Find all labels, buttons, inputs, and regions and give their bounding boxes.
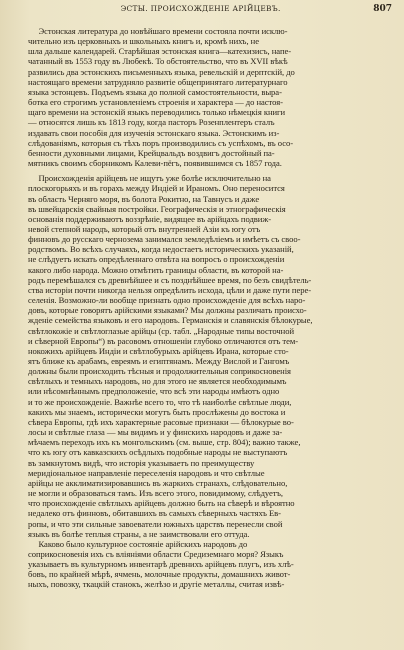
paragraph-estonian-literature: Эстонская литература до новѣйшаго времени состояла почти исклю- чительно изъ церковныхъ и школьныхъ книгъ и, кромѣ нихъ, не шла дальше календарей. Старѣйшая эстонская книга—катехизисъ, напе- чатанный въ 1553 году въ Любекѣ. То обстоятельство, что въ XVII вѣкѣ развились два эстонскихъ письменныхъ языка, ревельскій и дерптскій, до настоящаго времени затрудняло развитіе общепринятаго литературнаго языка эстонцевъ. Подъемъ языка до полной самостоятельности, выра- ботка его строгимъ установленіемъ строенія и характера — до настоя- щаго времени на эстонскій языкъ переводились только нѣмецкія книги — относятся лишь къ 1813 году, когда пасторъ Розенплентеръ сталъ издавать свои пособія для изученія эстонскаго языка. Эстонскимъ из- слѣдованіямъ, которыя съ тѣхъ поръ производились съ успѣхомъ, въ осо- бенности духовными лицами, Крейцвальдъ воздвигъ достойный па- мятникъ своимъ сборникомъ Калеви-пёгъ, появившимся съ 1857 года. [28, 26, 295, 169]
running-title: ЭСТЫ. ПРОИСХОЖДЕНІЕ АРІЙЦЕВЪ. [120, 4, 281, 13]
paragraph-origin-of-aryans: Происхожденія арійцевъ не ищутъ уже болѣе исключительно на плоскогорьяхъ и въ горахъ между Индіей и Ираномъ. Оно переносится въ область Черняго моря, въ болота Рокитно, на Тавнусъ и даже въ швейцарскія свайныя постройки. Географическія и этнографическія основанія поддерживаютъ воззрѣніе, видящее въ арійцахъ подвиж- невой степной народъ, который отъ внутренней Азіи къ югу отъ финновъ до русскаго чернозема занимался земледѣліемъ и имѣетъ съ своо- родствомъ. Во всѣхъ случаяхъ, когда недостаетъ историческихъ указаній, не слѣдуетъ искать опредѣленнаго отвѣта на вопросъ о происхожденіи какого либо народа. Можно отмѣтить границы области, въ которой на- родъ перемѣшался съ древнѣйшее и съ позднѣйшее время, по безъ свидѣтель- ства исторіи почти никогда нельзя опредѣлить исхода, цѣли и даже пути пере- селенія. Возможно-ли вообще признать одно происхожденіе для всѣхъ наро- довъ, которые говорятъ арійскими языками? Мы должны различать происхо- жденіе семейства языковъ и его народовъ. Германскія и славянскія бѣлокурые, свѣтлокожіе и свѣтлоглазые арійцы (ср. табл. „Народные типы восточной и сѣверной Европы“) въ расовомъ отношеніи глубоко отличаются отъ тем- нокожихъ арійцевъ Индіи и свѣтлобурыхъ арійцевъ Ирана, которые сто- ятъ ближе къ арабамъ, евреямъ и египтянамъ. Между Вислой и Гангомъ должны были происходить тѣсныя и продолжительныя соприкосновенія свѣтлыхъ и темныхъ народовъ, но для этого не является необходимымъ или нѣсомнѣннымъ предположеніе, что всѣ эти народы имѣютъ одно и то же происхожденіе. Важнѣе всего то, что тѣ наиболѣе свѣтлые люди, какихъ мы знаемъ, исторически могутъ быть прослѣжены до востока и сѣвера Европы, гдѣ ихъ характерные расовые признаки — бѣлокурые во- лосы и свѣтлые глаза — мы видимъ и у финскихъ народовъ и даже за- мѣчаемъ переходъ ихъ къ монгольскимъ (см. выше, стр. 804); важно также, что къ югу отъ кавказскихъ осѣдлыхъ подобные народы не выступаютъ въ замкнутомъ видѣ, что исторія указываетъ по преимуществу меридіональное направленіе переселенія народовъ и что свѣтлые арійцы не акклиматизировавшись въ жаркихъ странахъ, слѣдовательно, не могли и образоваться тамъ. Изъ всего этого, повидимому, слѣдуетъ, что происхожденіе свѣтлыхъ арійцевъ должно быть на сѣверѣ и вѣроятно недалеко отъ финновъ, обитавшихъ въ самыхъ сѣверныхъ частяхъ Ев- ропы, и что эти сильные завоеватели южныхъ царствъ перенесли свой языкъ въ болѣе теплыя страны, а не заимствовали его оттуда. Каково было культурное состояніе арійскихъ народовъ до соприкосновенія ихъ съ вліяніями области Средиземнаго моря? Языкъ указываетъ въ культурномъ инвентарѣ древнихъ арійцевъ плугъ, изъ хлѣ- бовъ, по крайней мѣрѣ, ячмень, молочные продукты, домашнихъ живот- ныхъ, повозку, ткацкій станокъ, желѣзо и другіе металлы, считая извѣ- [28, 173, 313, 590]
page-number: 807 [373, 4, 392, 14]
running-header [28, 4, 392, 18]
